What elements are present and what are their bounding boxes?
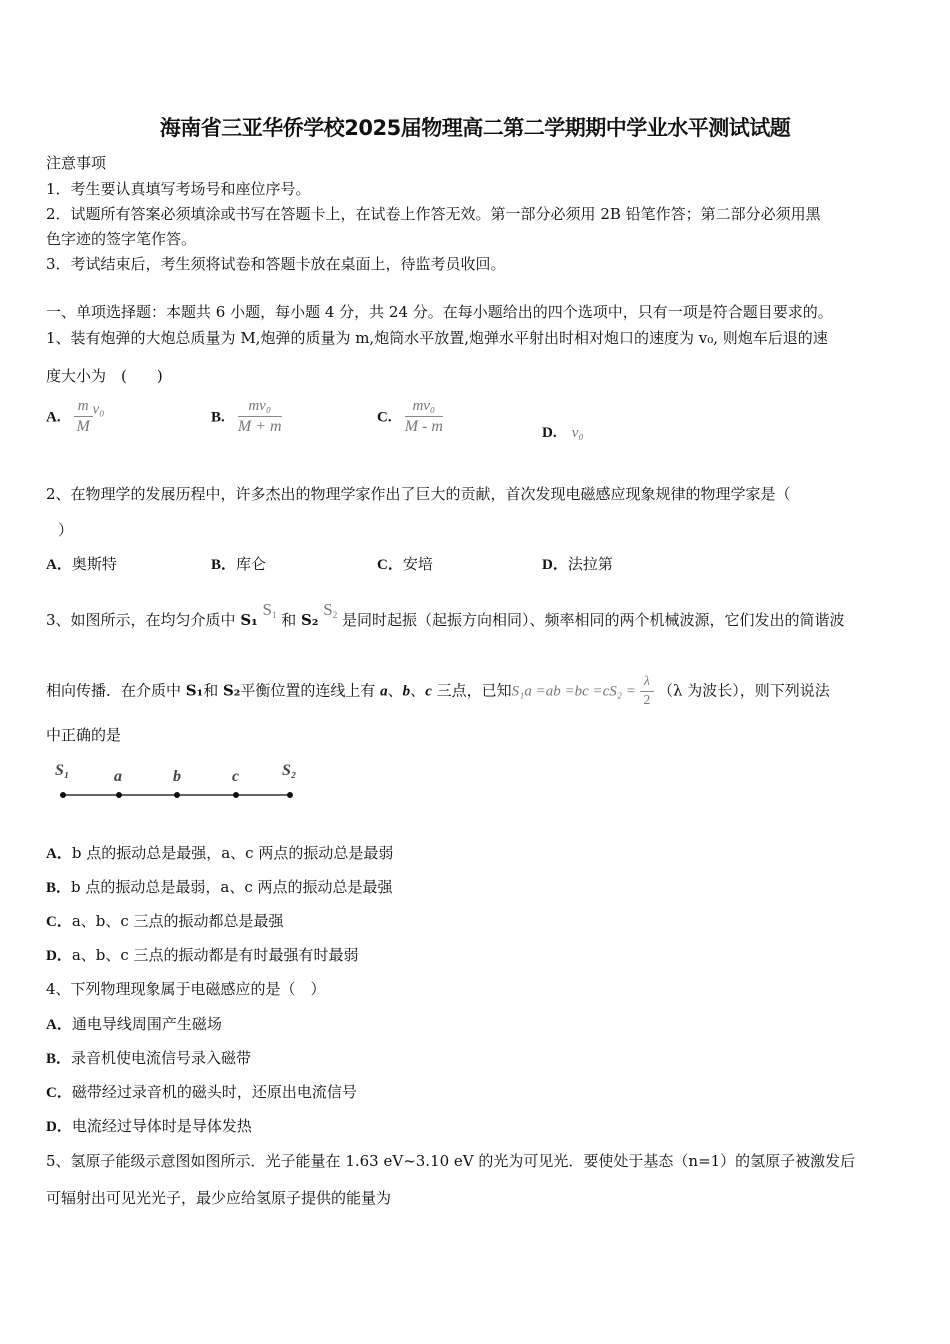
question-3-stem-line-1: 3、如图所示，在均匀介质中 S₁ $S_1$ 和 S₂ $S_2$ 是同时起振（起振方向相同）、频率相同的两个机械波源，它们发出的简谐波 — [46, 600, 845, 629]
fraction: $\frac{m}{M}$ — [74, 398, 93, 436]
question-1-option-c[interactable]: C. $\frac{\text{mv₀}}{M - m}$ — [377, 398, 443, 435]
page-title: 海南省三亚华侨学校2025届物理高二第二学期期中学业水平测试试题 — [159, 116, 791, 140]
question-2-stem: 2、在物理学的发展历程中，许多杰出的物理学家作出了巨大的贡献，首次发现电磁感应现象规律的物理学家是（ — [46, 485, 791, 503]
question-3-option-b[interactable]: B．b 点的振动总是最弱，a、c 两点的振动总是最强 — [46, 878, 393, 896]
question-1-stem: 度大小为 ( ) — [46, 367, 163, 385]
question-3-option-c[interactable]: C．a、b、c 三点的振动都总是最强 — [46, 912, 284, 930]
question-1-stem: 1、装有炮弹的大炮总质量为 M,炮弹的质量为 m,炮筒水平放置,炮弹水平射出时相对炮口的速度为 v₀, 则炮车后退的速 — [46, 329, 828, 347]
question-5-stem: 可辐射出可见光光子，最少应给氢原子提供的能量为 — [46, 1189, 392, 1207]
question-2-option-d[interactable]: D．法拉第 — [542, 555, 613, 573]
question-3-stem-line-3: 中正确的是 — [46, 726, 122, 744]
question-4-option-b[interactable]: B．录音机使电流信号录入磁带 — [46, 1049, 252, 1067]
question-5-stem: 5、氢原子能级示意图如图所示．光子能量在 1.63 eV~3.10 eV 的光为可见光．要使处于基态（n=1）的氢原子被激发后 — [46, 1152, 856, 1170]
question-4-stem: 4、下列物理现象属于电磁感应的是（ ） — [46, 980, 326, 998]
equation: S₁a =ab =bc =cS₂ = — [511, 683, 636, 700]
point-label-s2: S₂ — [282, 762, 297, 779]
wave-sources-figure — [50, 760, 310, 810]
notice-item: 1．考生要认真填写考场号和座位序号。 — [46, 180, 311, 198]
question-4-option-c[interactable]: C．磁带经过录音机的磁头时，还原出电流信号 — [46, 1083, 357, 1101]
point-label-a: a — [114, 768, 122, 785]
point-label-c: c — [232, 768, 240, 785]
question-3-stem-line-2: 相向传播．在介质中 S₁和 S₂平衡位置的连线上有 a、b、c 三点，已知S₁a =ab =bc =cS₂ = $\frac{\lambda}{2}$ （λ 为波长），则下列说法 — [46, 674, 830, 708]
point-label-b: b — [173, 768, 181, 785]
question-4-option-a[interactable]: A．通电导线周围产生磁场 — [46, 1015, 222, 1033]
question-1-option-b[interactable]: B. $\frac{\text{mv₀}}{M + m}$ — [211, 398, 282, 435]
question-1-option-d[interactable]: D. v₀ — [542, 425, 584, 441]
question-2-option-a[interactable]: A．奥斯特 — [46, 555, 117, 573]
notice-item: 2．试题所有答案必须填涂或书写在答题卡上，在试卷上作答无效。第一部分必须用 2B 铅笔作答；第二部分必须用黑 — [46, 205, 821, 223]
notice-item: 3．考试结束后，考生须将试卷和答题卡放在桌面上，待监考员收回。 — [46, 255, 506, 273]
notice-heading: 注意事项 — [46, 154, 107, 172]
notice-item: 色字迹的签字笔作答。 — [46, 230, 197, 248]
fraction: $\frac{\text{mv₀}}{M - m}$ — [404, 398, 443, 435]
question-3-option-a[interactable]: A．b 点的振动总是最强，a、c 两点的振动总是最弱 — [46, 844, 394, 862]
question-4-option-d[interactable]: D．电流经过导体时是导体发热 — [46, 1117, 252, 1135]
question-1-option-a[interactable]: A. $\frac{m}{M}$ v₀ — [46, 398, 105, 435]
fraction: $\frac{\lambda}{2}$ — [640, 674, 654, 709]
question-2-option-b[interactable]: B．库仑 — [211, 555, 267, 573]
section-heading: 一、单项选择题：本题共 6 小题，每小题 4 分，共 24 分。在每小题给出的四个选项中，只有一项是符合题目要求的。 — [46, 303, 833, 321]
point-label-s1: S₁ — [55, 762, 70, 779]
fraction: $\frac{\text{mv₀}}{M + m}$ — [237, 398, 282, 435]
question-2-option-c[interactable]: C．安培 — [377, 555, 433, 573]
question-2-stem: ） — [58, 521, 74, 539]
question-3-option-d[interactable]: D．a、b、c 三点的振动都是有时最强有时最弱 — [46, 946, 359, 964]
